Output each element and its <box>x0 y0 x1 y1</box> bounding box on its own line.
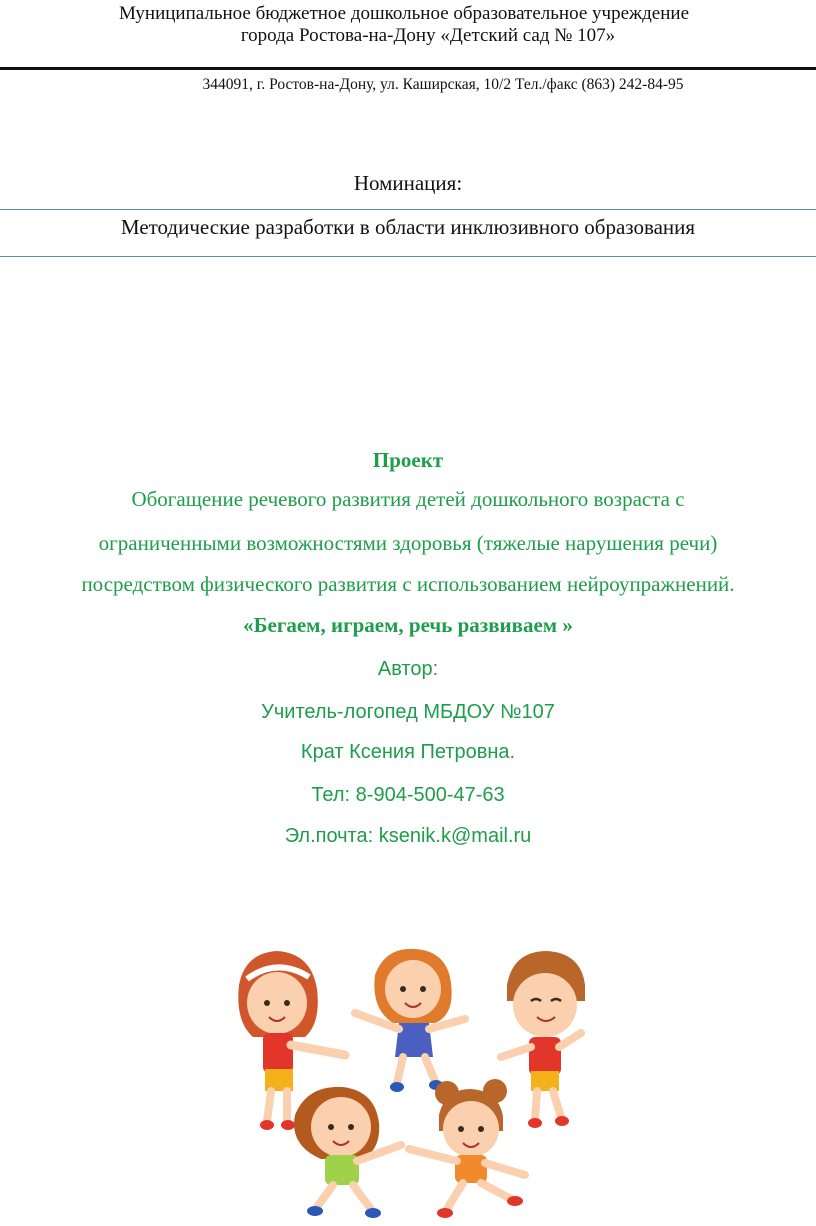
author-name: Крат Ксения Петровна. <box>300 741 516 763</box>
child-figure <box>501 951 585 1128</box>
child-figure <box>355 949 465 1092</box>
project-description-line: посредством физического развития с использованием нейроупражнений. <box>81 572 735 596</box>
nomination-bottom-rule <box>0 256 816 257</box>
institution-address: 344091, г. Ростов-на-Дону, ул. Каширская, 10/2 Тел./факс (863) 242-84-95 <box>202 76 684 93</box>
project-description-line: ограниченными возможностями здоровья (тяжелые нарушения речи) <box>98 531 718 555</box>
author-position: Учитель-логопед МБДОУ №107 <box>261 701 555 723</box>
author-label: Автор: <box>377 658 439 680</box>
nomination-value: Методические разработки в области инклюзивного образования <box>120 215 696 239</box>
child-figure <box>294 1087 401 1218</box>
project-label: Проект <box>372 448 444 472</box>
project-description-line: Обогащение речевого развития детей дошкольного возраста с <box>131 487 685 511</box>
author-email: Эл.почта: ksenik.k@mail.ru <box>284 825 532 847</box>
institution-city: города Ростова-на-Дону «Детский сад № 107» <box>240 25 616 46</box>
nomination-label: Номинация: <box>353 171 463 195</box>
nomination-top-rule <box>0 209 816 210</box>
project-title: «Бегаем, играем, речь развиваем » <box>243 613 573 637</box>
header-divider <box>0 67 816 70</box>
author-phone: Тел: 8-904-500-47-63 <box>311 784 505 806</box>
institution-name: Муниципальное бюджетное дошкольное образовательное учреждение <box>119 3 689 24</box>
child-figure <box>409 1079 525 1218</box>
children-illustration <box>225 945 605 1223</box>
